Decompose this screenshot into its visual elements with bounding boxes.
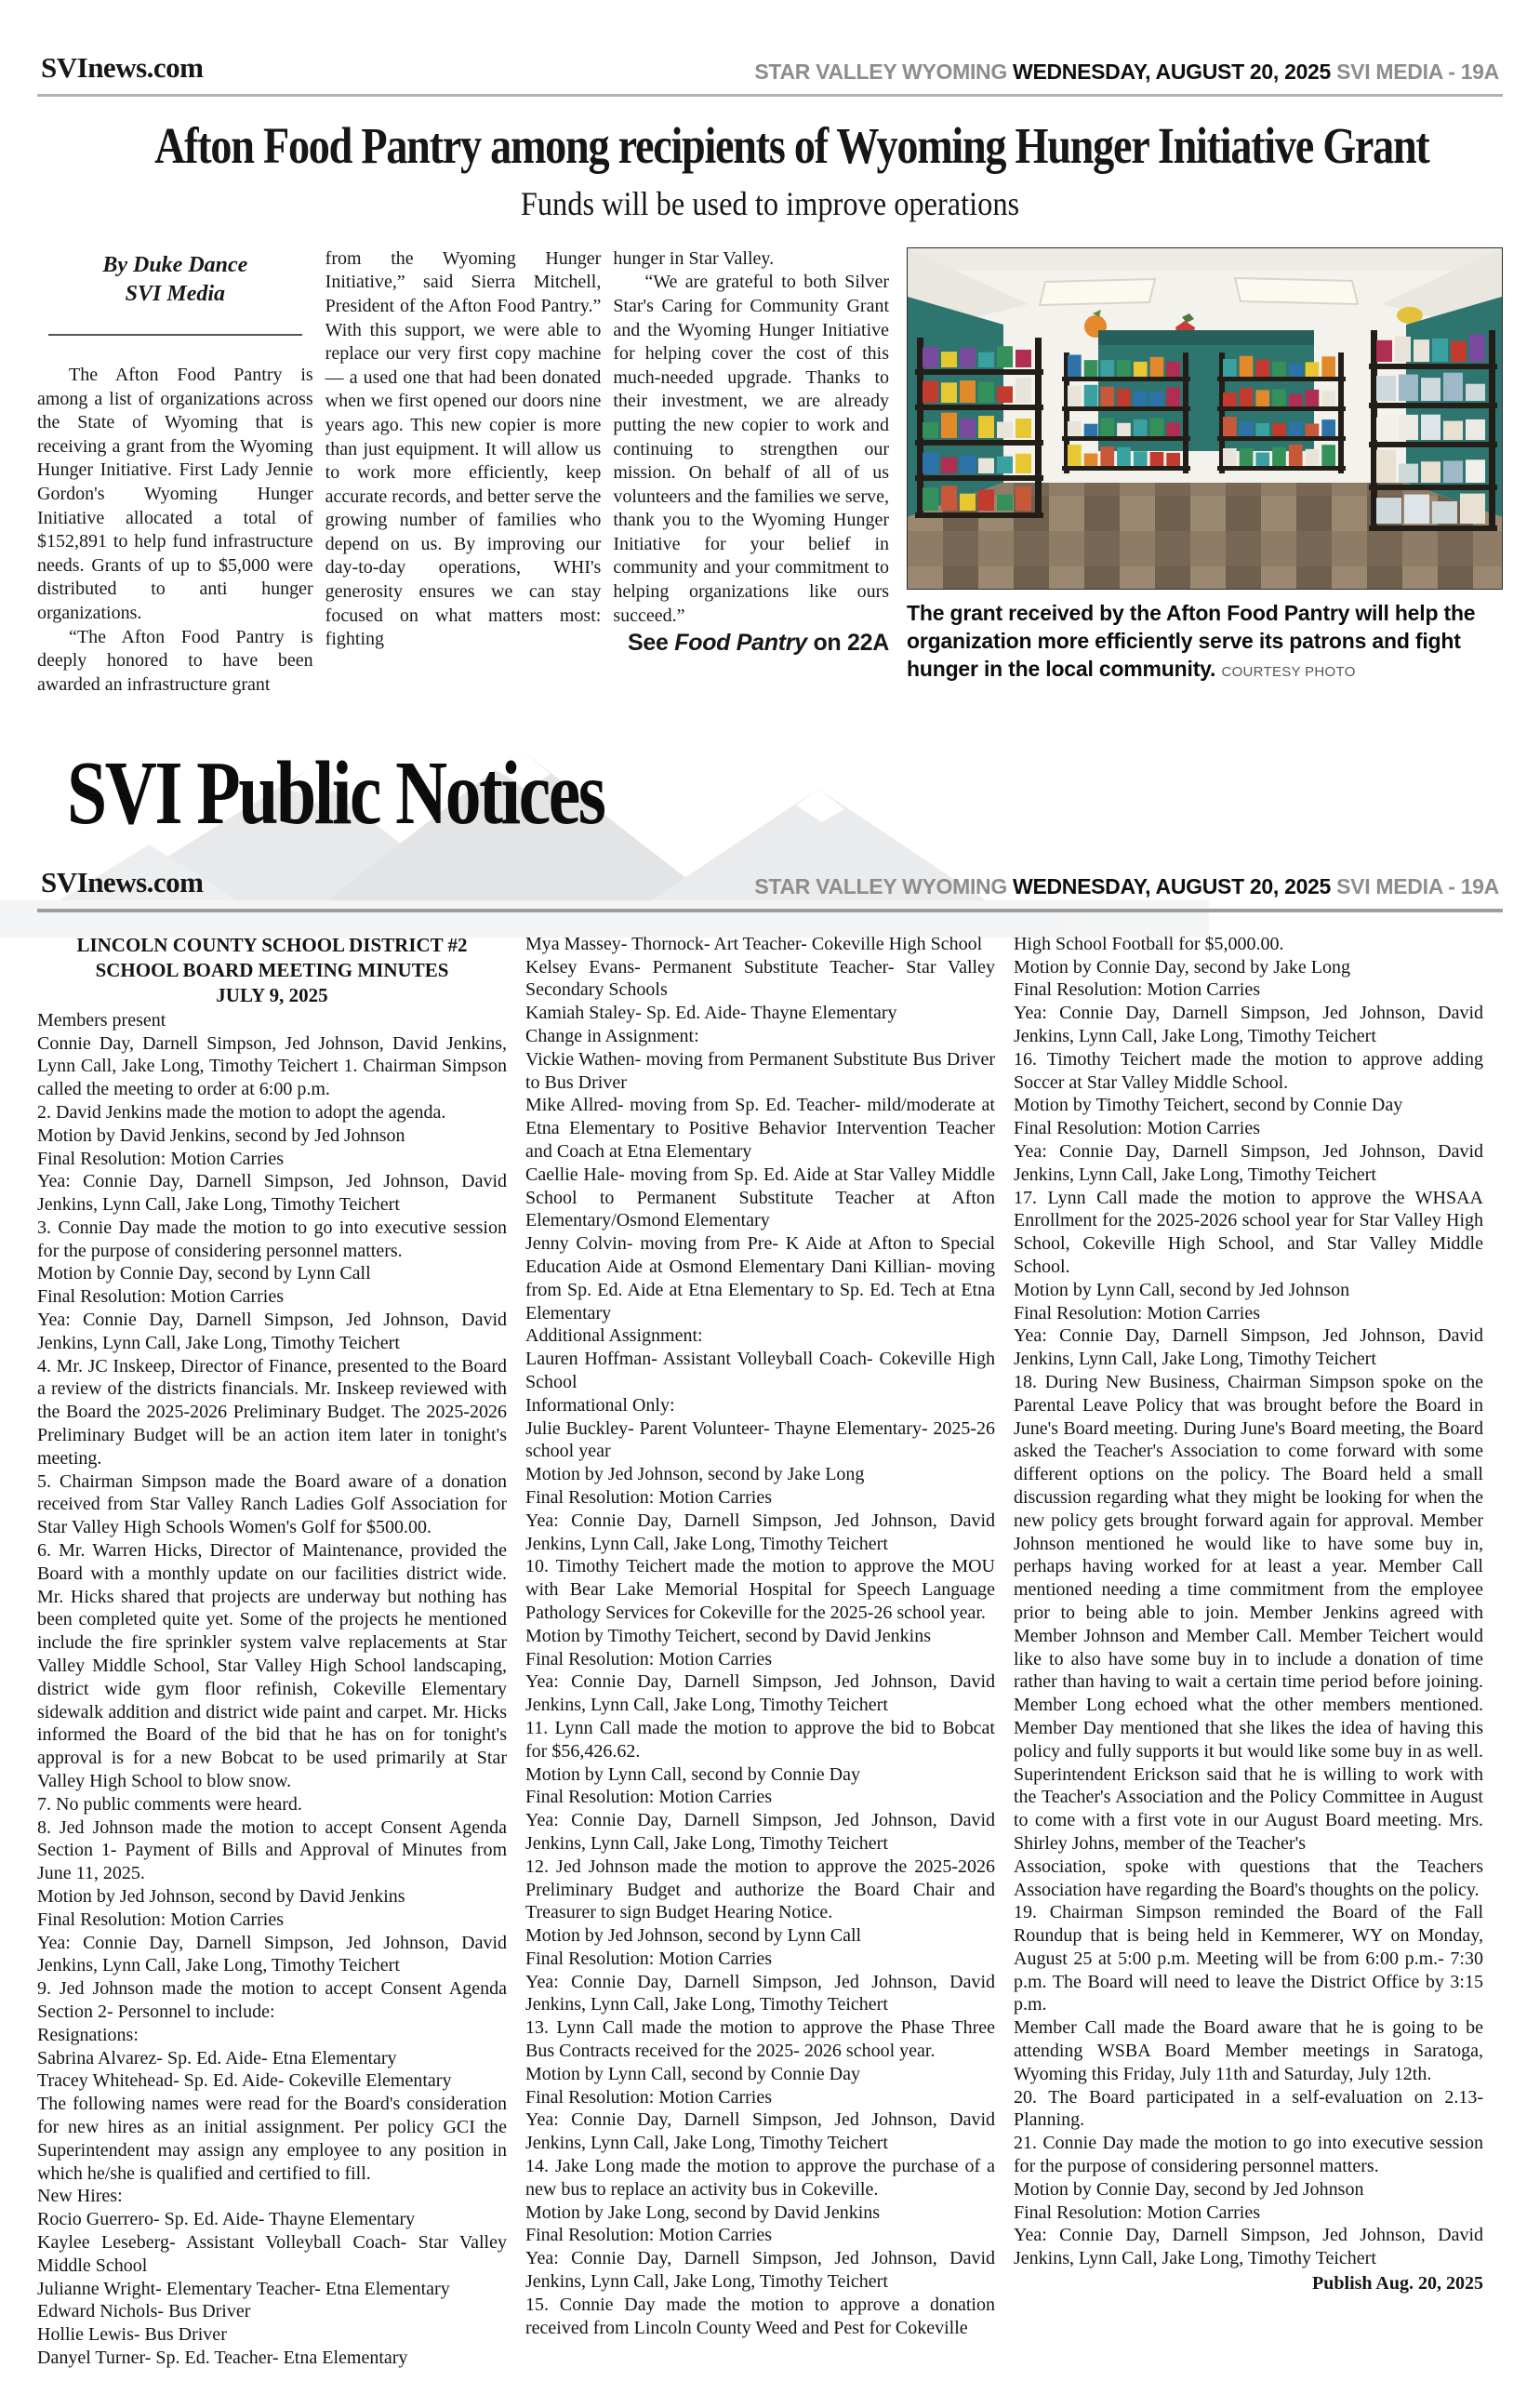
paragraph: Hollie Lewis- Bus Driver [37,2324,227,2346]
paragraph: from the Wyoming Hunger Initiative,” said Sierra Mitchell, President of the Afton Food Pantry.” With this support, we were able to replace our very first copy machine — a used one that had been donated when we first opened our doors nine years ago. This new copier is more than just equipment. It will allow us to work more efficiently, keep accurate records, and better serve the growing number of families who depend on us. By improving our day-to-day operations, WHI's generosity ensures we can stay focused on what matters most: fighting [325,247,602,650]
notices-edition: SVI MEDIA - 19A [1331,873,1499,898]
paragraph: Edward Nichols- Bus Driver [37,2301,251,2322]
paragraph: Tracey Whitehead- Sp. Ed. Aide- Cokeville Elementary [37,2070,452,2092]
masthead-dateline [754,60,1499,85]
paragraph: Change in Assignment: [525,1026,699,1047]
paragraph: LINCOLN COUNTY SCHOOL DISTRICT #2 [76,933,468,956]
notices-column-2 [525,933,995,2370]
paragraph: Yea: Connie Day, Darnell Simpson, Jed Johnson, David Jenkins, Lynn Call, Jake Long, Timothy Teichert [1014,1003,1483,1047]
paragraph: Yea: Connie Day, Darnell Simpson, Jed Johnson, David Jenkins, Lynn Call, Jake Long, Timothy Teichert [525,1671,995,1716]
paragraph: 17. Lynn Call made the motion to approve the WHSAA Enrollment for the 2025-2026 school year for Star Valley High School, Cokeville High School, and Star Valley Middle School. [1014,1187,1483,1277]
paragraph: Motion by David Jenkins, second by Jed Johnson [37,1124,405,1146]
paragraph: Motion by Jake Long, second by David Jenkins [525,2201,881,2223]
caption-credit: COURTESY PHOTO [1221,664,1356,681]
paragraph: SCHOOL BOARD MEETING MINUTES [95,959,449,982]
paragraph: 14. Jake Long made the motion to approve the purchase of a new bus to replace an activity bus in Cokeville. [525,2156,995,2200]
paragraph: Julianne Wright- Elementary Teacher- Etna Elementary [37,2278,450,2299]
paragraph: Yea: Connie Day, Darnell Simpson, Jed Johnson, David Jenkins, Lynn Call, Jake Long, Timothy Teichert [525,1510,995,1554]
paragraph: Final Resolution: Motion Carries [525,1648,772,1669]
paragraph: Yea: Connie Day, Darnell Simpson, Jed Johnson, David Jenkins, Lynn Call, Jake Long, Timothy Teichert [525,1971,995,2015]
paragraph: Yea: Connie Day, Darnell Simpson, Jed Johnson, David Jenkins, Lynn Call, Jake Long, Timothy Teichert [525,2109,995,2154]
paragraph: Yea: Connie Day, Darnell Simpson, Jed Johnson, David Jenkins, Lynn Call, Jake Long, Timothy Teichert [1014,1141,1483,1185]
food-pantry-illustration [908,248,1502,589]
public-notices-body [37,933,1503,2370]
paragraph: Jenny Colvin- moving from Pre- K Aide at Afton to Special Education Aide at Osmond Elementary Dani Killian- moving from Sp. Ed. Aide at Etna Elementary to Sp. Ed. Tech at Etna Elementary [525,1233,995,1324]
paragraph: 20. The Board participated in a self-evaluation on 2.13- Planning. [1014,2086,1483,2131]
paragraph: 10. Timothy Teichert made the motion to approve the MOU with Bear Lake Memorial Hospital for Speech Language Pathology Services for Cokeville for the 2025-26 school year. [525,1556,995,1623]
paragraph: Motion by Connie Day, second by Jake Long [1014,956,1350,978]
paragraph: Final Resolution: Motion Carries [525,1787,772,1808]
paragraph: Mya Massey- Thornock- Art Teacher- Cokeville High School [525,933,983,954]
paragraph: High School Football for $5,000.00. [1014,933,1284,954]
paragraph: Motion by Lynn Call, second by Connie Day [525,2063,860,2084]
notices-masthead [37,838,1503,912]
paragraph: JULY 9, 2025 [216,984,328,1007]
article-subheadline: Funds will be used to improve operations [520,184,1020,222]
article-column-1 [37,247,313,705]
paragraph: Motion by Timothy Teichert, second by David Jenkins [525,1625,931,1646]
paragraph: 8. Jed Johnson made the motion to accept Consent Agenda Section 1- Payment of Bills and Approval of Minutes from June 11, 2025. [37,1816,507,1884]
notices-column-1 [37,933,507,2370]
paragraph: Final Resolution: Motion Carries [37,1286,284,1308]
paragraph: Motion by Jed Johnson, second by Jake Long [525,1464,865,1485]
paragraph: Yea: Connie Day, Darnell Simpson, Jed Johnson, David Jenkins, Lynn Call, Jake Long, Timothy Teichert [525,1810,995,1854]
paragraph: 12. Jed Johnson made the motion to approve the 2025-2026 Preliminary Budget and authorize the Board Chair and Treasurer to sign Budget Hearing Notice. [525,1856,995,1923]
paragraph: Motion by Lynn Call, second by Connie Day [525,1763,860,1785]
paragraph: Yea: Connie Day, Darnell Simpson, Jed Johnson, David Jenkins, Lynn Call, Jake Long, Timothy Teichert [37,1171,507,1216]
paragraph: Lauren Hoffman- Assistant Volleyball Coach- Cokeville High School [525,1349,995,1392]
paragraph: Final Resolution: Motion Carries [525,2086,772,2108]
jump-title: Food Pantry [674,630,807,657]
masthead-date: WEDNESDAY, AUGUST 20, 2025 [1013,60,1332,84]
paragraph: Kamiah Staley- Sp. Ed. Aide- Thayne Elementary [525,1003,897,1024]
continuation-line [613,628,889,658]
paragraph: Motion by Lynn Call, second by Jed Johnson [1014,1279,1350,1300]
paragraph: 18. During New Business, Chairman Simpson spoke on the Parental Leave Policy that was brought before the Board in June's Board meeting. During June's Board meeting, the Board asked the Teacher's Association to come forward with some different options on the policy. The Board held a small discussion regarding what they might be looking for when the new policy gets brought forward again for approval. Member Johnson mentioned he would like to have some buy in, perhaps having worked for at least a year. Member Call mentioned needing a time commitment from the employee prior to being able to join. Member Jenkins agreed with Member Johnson and Member Call. Member Teichert would like to also have some buy in to include a donation of time rather than having to wait a certain time period before joining. Member Long echoed what the other members mentioned. Member Day mentioned that she likes the idea of having this policy and fully supports it but would like some buy in as well. Superintendent Erickson said that he is willing to work with the Teacher's Association and the Policy Committee in August to come with a first vote in our August Board meeting. Mrs. Shirley Johns, member of the Teacher's [1014,1371,1483,1854]
paragraph: hunger in Star Valley. [613,247,775,269]
byline-org: SVI Media [125,282,226,307]
paragraph: Final Resolution: Motion Carries [525,2225,772,2246]
paragraph: 19. Chairman Simpson reminded the Board of the Fall Roundup that is being held in Kemmerer, WY on Monday, August 25 at 5:00 p.m. Meeting will be from 6:00 p.m.- 7:30 p.m. The Board will need to leave the District Office by 3:15 p.m. [1014,1902,1483,2015]
paragraph: Final Resolution: Motion Carries [37,1909,284,1930]
paragraph: Vickie Wathen- moving from Permanent Substitute Bus Driver to Bus Driver [525,1048,995,1093]
article-column-3 [613,247,889,705]
paragraph: Members present [37,1009,166,1031]
public-notices-header [0,742,1540,912]
paragraph: Motion by Jed Johnson, second by Lynn Call [525,1925,862,1947]
paragraph: Rocio Guerrero- Sp. Ed. Aide- Thayne Elementary [37,2209,416,2230]
paragraph: 11. Lynn Call made the motion to approve the bid to Bobcat for $56,426.62. [525,1717,995,1762]
paragraph: Caellie Hale- moving from Sp. Ed. Aide at Star Valley Middle School to Permanent Substitute Teacher at Afton Elementary/Osmond Elementary [525,1164,995,1231]
public-notices-title: SVI Public Notices [67,742,604,843]
paragraph: 7. No public comments were heard. [37,1793,302,1815]
notices-site-name: SVInews.com [41,865,204,898]
paragraph: Final Resolution: Motion Carries [1014,979,1260,1001]
paragraph: 2. David Jenkins made the motion to adopt the agenda. [37,1101,446,1123]
paragraph: 21. Connie Day made the motion to go into executive session for the purpose of considering personnel matters. [1014,2133,1483,2177]
paragraph: 6. Mr. Warren Hicks, Director of Maintenance, provided the Board with a monthly update on our facilities district wide. Mr. Hicks shared that projects are underway but nothing has been completed quite yet. Some of the projects he mentioned include the fire sprinkler system valve replacements at Star Valley Middle School, Star Valley High School landscaping, district wide gym floor refinish, Cokeville Elementary sidewalk addition and district wide paint and carpet. Mr. Hicks informed the Board of the bid that he has on for tonight's approval is for a new Bobcat to be used primarily at Star Valley High School to blow snow. [37,1540,507,1792]
paragraph: Final Resolution: Motion Carries [525,1486,772,1508]
paragraph: Motion by Timothy Teichert, second by Connie Day [1014,1095,1403,1116]
paragraph: Motion by Connie Day, second by Lynn Call [37,1263,371,1284]
byline [37,247,313,310]
paragraph: Publish Aug. 20, 2025 [1312,2273,1483,2295]
paragraph: 9. Jed Johnson made the motion to accept Consent Agenda Section 2- Personnel to include: [37,1978,507,2022]
paragraph: Kaylee Leseberg- Assistant Volleyball Coach- Star Valley Middle School [37,2231,507,2276]
paragraph: Kelsey Evans- Permanent Substitute Teacher- Star Valley Secondary Schools [525,956,995,1001]
notices-location: STAR VALLEY WYOMING [754,873,1014,898]
notices-date: WEDNESDAY, AUGUST 20, 2025 [1013,873,1332,898]
paragraph: Connie Day, Darnell Simpson, Jed Johnson, David Jenkins, Lynn Call, Jake Long, Timothy Teichert 1. Chairman Simpson called the meeting to order at 6:00 p.m. [37,1032,507,1100]
paragraph: Motion by Connie Day, second by Jed Johnson [1014,2178,1364,2200]
paragraph: Final Resolution: Motion Carries [1014,1302,1260,1324]
byline-author: By Duke Dance [102,252,248,277]
notices-dateline [754,874,1499,899]
article-headline: Afton Food Pantry among recipients of Wyoming Hunger Initiative Grant [154,117,1429,174]
paragraph: Yea: Connie Day, Darnell Simpson, Jed Johnson, David Jenkins, Lynn Call, Jake Long, Timothy Teichert [1014,2225,1483,2269]
paragraph: Final Resolution: Motion Carries [525,1948,772,1969]
article-body [37,247,1503,705]
paragraph: Additional Assignment: [525,1325,703,1347]
paragraph: “We are grateful to both Silver Star's Caring for Community Grant and the Wyoming Hunger Initiative for helping cover the cost of this much-needed upgrade. Thanks to their investment, we are already putting the new copier to work and continuing to strengthen our mission. On behalf of all of us volunteers and the families we serve, thank you to the Wyoming Hunger Initiative for your belief in community and your commitment to helping organizations like ours succeed.” [613,272,890,626]
paragraph: Final Resolution: Motion Carries [37,1148,284,1169]
paragraph: 5. Chairman Simpson made the Board aware of a donation received from Star Valley Ranch Ladies Golf Association for Star Valley High Schools Women's Golf for $500.00. [37,1470,507,1538]
paragraph: 3. Connie Day made the motion to go into executive session for the purpose of considering personnel matters. [37,1217,507,1261]
site-name: SVInews.com [41,51,204,84]
paragraph: Association, spoke with questions that the Teachers Association have regarding the Board's thoughts on the policy. [1014,1856,1483,1900]
paragraph: Resignations: [37,2024,139,2045]
photo-caption [907,599,1503,684]
paragraph: Mike Allred- moving from Sp. Ed. Teacher- mild/moderate at Etna Elementary to Positive Behavior Intervention Teacher and Coach at Etna Elementary [525,1095,995,1162]
article-col3-text [613,247,889,629]
paragraph: “The Afton Food Pantry is deeply honored to have been awarded an infrastructure grant [37,626,313,695]
paragraph: Motion by Jed Johnson, second by David Jenkins [37,1886,405,1907]
masthead-location: STAR VALLEY WYOMING [754,60,1014,84]
paragraph: Final Resolution: Motion Carries [1014,1118,1260,1139]
byline-rule [48,334,302,336]
article-col1-text [37,364,313,697]
paragraph: Informational Only: [525,1394,675,1416]
paragraph: Yea: Connie Day, Darnell Simpson, Jed Johnson, David Jenkins, Lynn Call, Jake Long, Timothy Teichert [525,2248,995,2293]
paragraph: Danyel Turner- Sp. Ed. Teacher- Etna Elementary [37,2347,408,2368]
article-col2-text [325,247,602,652]
paragraph: Yea: Connie Day, Darnell Simpson, Jed Johnson, David Jenkins, Lynn Call, Jake Long, Timothy Teichert [37,1932,507,1976]
food-pantry-photo [907,247,1503,590]
paragraph: 15. Connie Day made the motion to approve a donation received from Lincoln County Weed and Pest for Cokeville [525,2294,995,2338]
paragraph: The following names were read for the Board's consideration for new hires as an initial assignment. Per policy GCI the Superintendent may assign any employee to any position in which he/she is qualified and certified to fill. [37,2094,507,2184]
jump-rest: on 22A [806,630,890,657]
paragraph: 4. Mr. JC Inskeep, Director of Finance, presented to the Board a review of the districts financials. Mr. Inskeep reviewed with the Board the 2025-2026 Preliminary Budget. The 2025-2026 Preliminary Budget will be an action item later in tonight's meeting. [37,1355,507,1469]
paragraph: 13. Lynn Call made the motion to approve the Phase Three Bus Contracts received for the 2025- 2026 school year. [525,2017,995,2062]
paragraph: 16. Timothy Teichert made the motion to approve adding Soccer at Star Valley Middle School. [1014,1048,1483,1093]
paragraph: Member Call made the Board aware that he is going to be attending WSBA Board Member meetings in Saratoga, Wyoming this Friday, July 11th and Saturday, July 12th. [1014,2017,1483,2084]
paragraph: Yea: Connie Day, Darnell Simpson, Jed Johnson, David Jenkins, Lynn Call, Jake Long, Timothy Teichert [1014,1325,1483,1370]
paragraph: Julie Buckley- Parent Volunteer- Thayne Elementary- 2025-26 school year [525,1417,995,1462]
paragraph: The Afton Food Pantry is among a list of organizations across the State of Wyoming that is receiving a grant from the Wyoming Hunger Initiative. First Lady Jennie Gordon's Wyoming Hunger Initiative allocated a total of $152,891 to help fund infrastructure needs. Grants of up to $5,000 were distributed to anti hunger organizations. [37,365,313,624]
paragraph: Yea: Connie Day, Darnell Simpson, Jed Johnson, David Jenkins, Lynn Call, Jake Long, Timothy Teichert [37,1310,507,1353]
paragraph: Final Resolution: Motion Carries [1014,2201,1260,2223]
masthead [37,0,1503,97]
paragraph: Sabrina Alvarez- Sp. Ed. Aide- Etna Elementary [37,2047,397,2068]
caption-text: The grant received by the Afton Food Pantry will help the organization more efficiently serve its patrons and fight hunger in the local community. [907,600,1476,682]
shelf-left [915,338,1043,518]
notices-column-3 [1014,933,1483,2370]
article-column-2 [325,247,602,705]
jump-see: See [628,630,675,657]
photo-block [907,247,1503,705]
paragraph: New Hires: [37,2186,123,2207]
masthead-edition: SVI MEDIA - 19A [1331,60,1499,84]
